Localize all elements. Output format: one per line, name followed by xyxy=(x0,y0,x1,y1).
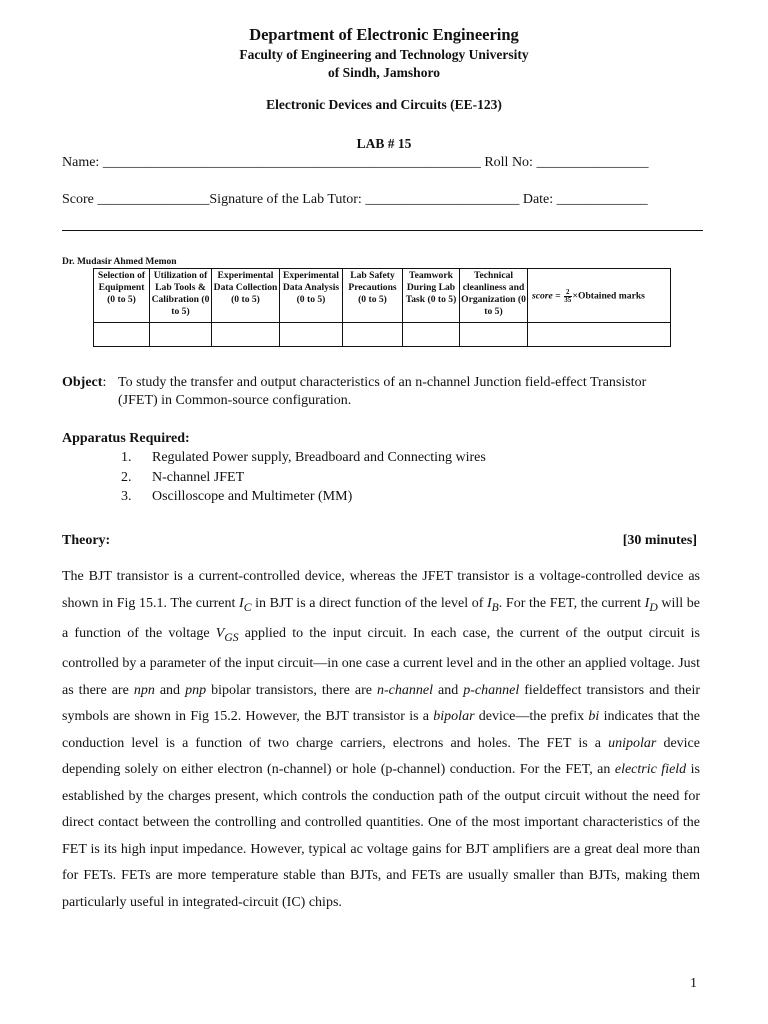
rubric-author: Dr. Mudasir Ahmed Memon xyxy=(62,257,177,267)
theory-duration: [30 minutes] xyxy=(622,533,697,548)
score-label: Score xyxy=(62,192,94,207)
name-label: Name: xyxy=(62,155,100,170)
theory-text: is established by the charges present, which controls the conduction path of the output circuit without the need for direct contact between the controlling and controlled quantities. One of the most important characteristics of the FET is its high input impedance. However, typical ac voltage gains for BJT amplifiers are a great deal more than for FETs. FETs are more temperature stable than BJTs, and FETs are usually smaller than BJTs, making them particularly useful in integrated-circuit (IC) chips. xyxy=(62,762,700,910)
theory-text: in BJT is a direct function of the level of xyxy=(251,595,487,611)
theory-text: The BJT transistor is a current-controlled device, whereas the JFET transistor is a voltage-controlled device as shown in Fig 15.1. The current xyxy=(62,569,700,611)
rubric-col-safety: Lab Safety Precautions (0 to 5) xyxy=(343,269,403,323)
symbol-ic-sub: C xyxy=(243,600,252,614)
signature-field[interactable]: ______________________ xyxy=(365,192,520,207)
page-number: 1 xyxy=(690,976,697,991)
score-signature-row xyxy=(62,192,648,208)
roll-field[interactable]: ________________ xyxy=(536,155,649,170)
separator-rule xyxy=(62,230,703,231)
score-fraction xyxy=(564,289,572,304)
lab-number: LAB # 15 xyxy=(356,136,412,151)
score-prefix: score = xyxy=(532,290,564,302)
score-denominator: 35 xyxy=(564,295,572,304)
rubric-input-cell[interactable] xyxy=(212,323,280,347)
term-pnp: pnp xyxy=(185,682,207,698)
rubric-input-cell[interactable] xyxy=(460,323,528,347)
roll-label: Roll No: xyxy=(484,155,533,170)
rubric-score-formula xyxy=(528,269,671,323)
term-unipolar: unipolar xyxy=(608,735,657,751)
theory-text: device—the prefix xyxy=(474,709,589,725)
apparatus-list xyxy=(121,448,486,507)
list-item-number: 1. xyxy=(121,450,132,465)
list-item-text: Regulated Power supply, Breadboard and Connecting wires xyxy=(152,450,486,465)
term-electric-field: electric field xyxy=(614,762,687,778)
term-npn: npn xyxy=(133,682,155,698)
name-roll-row xyxy=(62,155,648,171)
rubric-input-cell[interactable] xyxy=(150,323,212,347)
rubric-input-cell[interactable] xyxy=(403,323,460,347)
rubric-input-cell[interactable] xyxy=(528,323,671,347)
term-n-channel: n-channel xyxy=(376,682,433,698)
department-title: Department of Electronic Engineering xyxy=(249,25,519,44)
rubric-input-cell[interactable] xyxy=(94,323,150,347)
list-item xyxy=(121,487,486,507)
theory-text: device depending solely on either electron (n-channel) or hole (p-channel) conduction. For the FET, an xyxy=(62,735,700,778)
faculty-line-1: Faculty of Engineering and Technology University xyxy=(239,47,529,62)
object-label: Object xyxy=(62,375,103,390)
object-text-1: To study the transfer and output characteristics of an n-channel Junction field-effect Transistor xyxy=(118,375,647,390)
object-text-2: (JFET) in Common-source configuration. xyxy=(118,393,352,408)
symbol-ic: I xyxy=(239,595,244,611)
rubric-input-cell[interactable] xyxy=(280,323,343,347)
symbol-vgs-sub: GS xyxy=(224,630,239,644)
theory-text: fieldeffect transistors and their symbols are shown in Fig 15.2. However, the BJT transistor is a xyxy=(62,682,700,725)
score-field[interactable]: ________________ xyxy=(97,192,210,207)
theory-text: and xyxy=(432,682,464,698)
date-field[interactable]: _____________ xyxy=(556,192,648,207)
rubric-table xyxy=(93,268,671,347)
list-item-text: Oscilloscope and Multimeter (MM) xyxy=(152,489,353,504)
rubric-col-teamwork: Teamwork During Lab Task (0 to 5) xyxy=(403,269,460,323)
rubric-col-cleanliness: Technical cleanliness and Organization (0 to 5) xyxy=(460,269,528,323)
theory-heading: Theory: xyxy=(62,533,111,548)
term-bi: bi xyxy=(588,709,600,725)
term-bipolar: bipolar xyxy=(433,709,475,725)
score-numerator: 2 xyxy=(566,287,570,296)
rubric-col-equipment: Selection of Equipment (0 to 5) xyxy=(94,269,150,323)
symbol-vgs: V xyxy=(215,625,225,641)
list-item-text: N-channel JFET xyxy=(152,469,245,485)
rubric-input-row xyxy=(94,323,671,347)
theory-text: and xyxy=(154,682,186,698)
symbol-ib: I xyxy=(487,595,492,611)
object-colon: : xyxy=(102,375,107,390)
rubric-input-cell[interactable] xyxy=(343,323,403,347)
theory-text: applied to the input circuit. In each case, the current of the output circuit is controlled by a parameter of the input circuit—in one case a current level and in the other an applied voltage. Just as there are xyxy=(62,625,700,698)
apparatus-heading: Apparatus Required: xyxy=(62,431,190,446)
name-field[interactable]: ______________________________________________________ xyxy=(102,155,481,170)
rubric-col-lab-tools: Utilization of Lab Tools & Calibration (0 to 5) xyxy=(150,269,212,323)
theory-paragraph xyxy=(62,564,700,916)
rubric-col-data-analysis: Experimental Data Analysis (0 to 5) xyxy=(280,269,343,323)
rubric-header-row xyxy=(94,269,671,323)
faculty-line-2: of Sindh, Jamshoro xyxy=(328,65,440,80)
list-item-number: 3. xyxy=(121,489,132,504)
score-suffix: ×Obtained marks xyxy=(572,290,645,302)
list-item xyxy=(121,448,486,468)
theory-text: bipolar transistors, there are xyxy=(206,682,377,698)
theory-text: . For the FET, the current xyxy=(498,595,645,611)
symbol-ib-sub: B xyxy=(491,600,499,614)
date-label: Date: xyxy=(522,192,554,207)
signature-label: Signature of the Lab Tutor: xyxy=(209,192,362,207)
course-title: Electronic Devices and Circuits (EE-123) xyxy=(266,97,502,112)
symbol-id: I xyxy=(644,595,650,611)
list-item xyxy=(121,468,486,488)
theory-text: indicates that the conduction level is a function of two charge carriers, electrons and holes. The FET is a xyxy=(62,709,700,751)
list-item-number: 2. xyxy=(121,469,132,485)
rubric-col-data-collection: Experimental Data Collection (0 to 5) xyxy=(212,269,280,323)
theory-text: will be a function of the voltage xyxy=(62,595,701,641)
symbol-id-sub: D xyxy=(649,600,658,614)
term-p-channel: p-channel xyxy=(463,682,520,698)
object-row xyxy=(62,375,106,391)
